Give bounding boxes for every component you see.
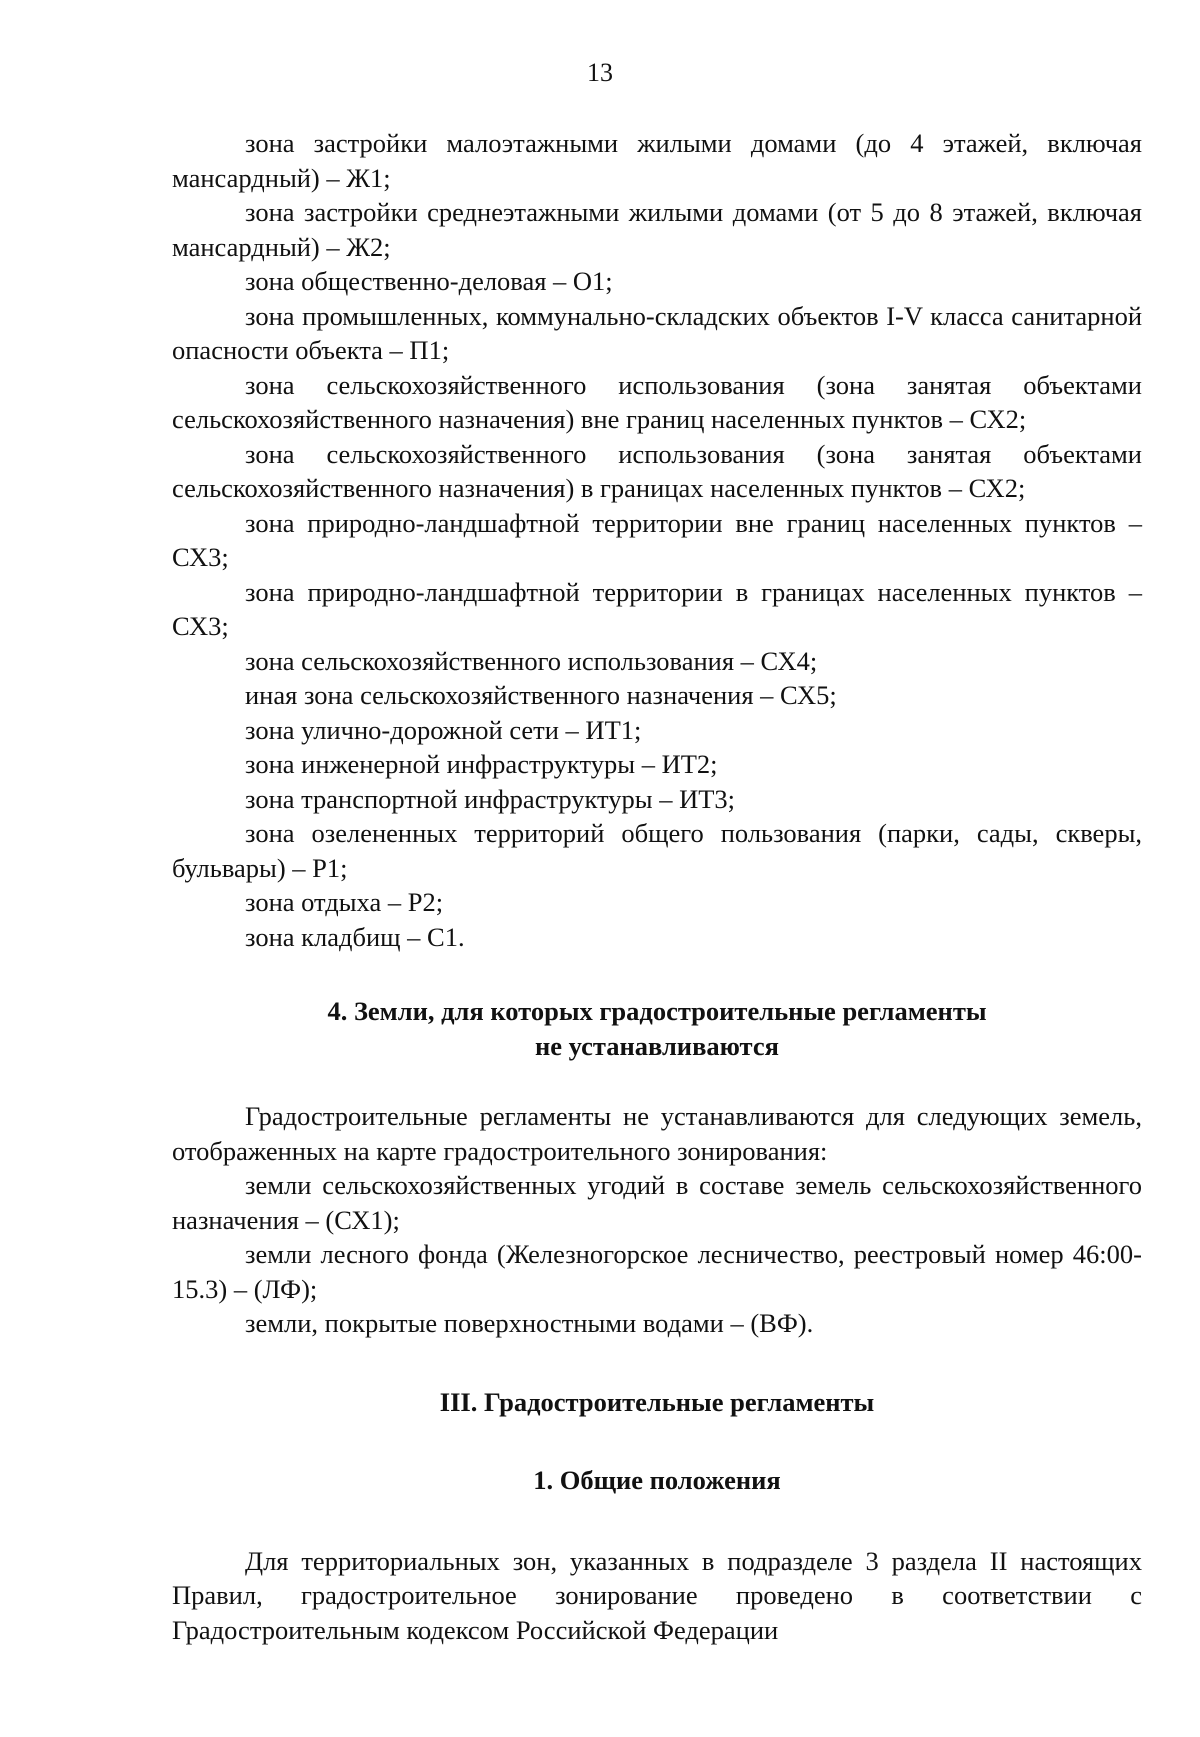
section-4-paragraph: земли, покрытые поверхностными водами – (ВФ). <box>245 1308 814 1338</box>
zone-item: зона сельскохозяйственного использования – СХ4; <box>245 645 818 676</box>
zone-item: зона общественно-деловая – О1; <box>245 266 613 296</box>
section-4-heading-line-2: не устанавливаются <box>535 1030 779 1061</box>
zone-item: зона транспортной инфраструктуры – ИТ3; <box>245 783 736 814</box>
spacer <box>172 1063 1142 1099</box>
zone-item: зона природно-ландшафтной территории в границах населенных пунктов – СХ3; <box>172 576 1142 641</box>
zone-item: зона улично-дорожной сети – ИТ1; <box>245 714 642 745</box>
zone-item: иная зона сельскохозяйственного назначения – СХ5; <box>245 680 837 710</box>
zone-item: зона кладбищ – С1. <box>245 921 465 952</box>
zone-item: зона застройки среднеэтажными жилыми домами (от 5 до 8 этажей, включая мансардный) – Ж2; <box>172 197 1142 262</box>
spacer <box>172 954 1142 994</box>
zone-item: зона отдыха – Р2; <box>245 887 444 917</box>
section-4-heading-line-1: 4. Земли, для которых градостроительные регламенты <box>327 996 987 1026</box>
zone-item: зона озелененных территорий общего пользования (парки, сады, скверы, бульвары) – Р1; <box>172 818 1142 883</box>
zone-item: зона инженерной инфраструктуры – ИТ2; <box>245 749 718 779</box>
document-body <box>172 126 1142 1647</box>
page-number: 13 <box>587 58 613 87</box>
spacer <box>172 1498 1142 1544</box>
section-iii-heading: III. Градостроительные регламенты <box>439 1386 875 1417</box>
section-4-paragraph: земли сельскохозяйственных угодий в составе земель сельскохозяйственного назначения – (СХ1); <box>172 1170 1142 1235</box>
zone-item: зона природно-ландшафтной территории вне границ населенных пунктов – СХ3; <box>172 507 1142 572</box>
spacer <box>172 1341 1142 1385</box>
section-4-paragraph: Градостроительные регламенты не устанавливаются для следующих земель, отображенных на карте градостроительного зонирования: <box>172 1101 1142 1166</box>
spacer <box>172 1419 1142 1463</box>
general-provisions-paragraph: Для территориальных зон, указанных в подразделе 3 раздела II настоящих Правил, градостроительное зонирование проведено в соответствии с Градостроительным кодексом Российской Федерации <box>172 1545 1142 1645</box>
zone-item: зона промышленных, коммунально-складских объектов I-V класса санитарной опасности объекта – П1; <box>172 300 1142 365</box>
zone-item: зона застройки малоэтажными жилыми домами (до 4 этажей, включая мансардный) – Ж1; <box>172 128 1142 193</box>
section-4-paragraph: земли лесного фонда (Железногорское лесничество, реестровый номер 46:00-15.3) – (ЛФ); <box>172 1239 1142 1304</box>
zone-item: зона сельскохозяйственного использования (зона занятая объектами сельскохозяйственного назначения) вне границ населенных пунктов – СХ2; <box>172 369 1142 434</box>
zone-item: зона сельскохозяйственного использования (зона занятая объектами сельскохозяйственного назначения) в границах населенных пунктов – СХ2; <box>172 438 1142 503</box>
general-provisions-heading: 1. Общие положения <box>533 1465 781 1495</box>
